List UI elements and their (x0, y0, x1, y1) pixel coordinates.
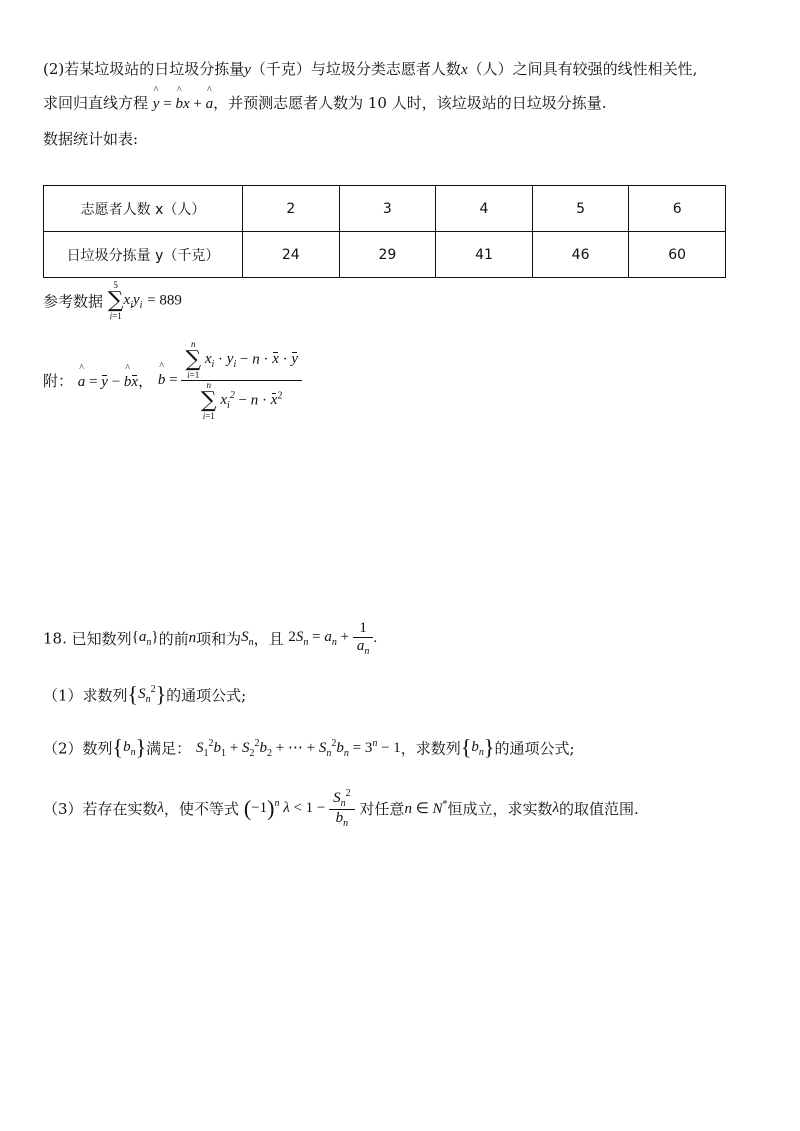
row-header-sorting-amount: 日垃圾分拣量 y（千克） (44, 232, 243, 278)
table-cell: 4 (436, 186, 533, 232)
table-cell: 5 (532, 186, 629, 232)
attached-formulas: 附： ^ a = y − ^ bx， ^ b = n ∑ i=1 $x_i \cdot y_i - n \cdot x \cdot y$ n ∑ i=1 $x_i^2 - n \cdot x^2$ (43, 340, 302, 421)
slope-formula: ^ b = (158, 372, 181, 388)
sequence-equation: $S_1^2b_1 + S_2^2b_2$ + ⋯ + $S_n^2b_n = 3^n - 1$ (195, 737, 401, 759)
inequality-fraction: $\frac{S_n^2}{b_n}$ (329, 788, 355, 829)
table-cell: 60 (629, 232, 726, 278)
table-cell: 2 (243, 186, 340, 232)
table-row (44, 232, 726, 278)
table-cell: 24 (243, 232, 340, 278)
table-cell: 41 (436, 232, 533, 278)
table-row (44, 186, 726, 232)
table-cell: 46 (532, 232, 629, 278)
table-cell: 3 (339, 186, 436, 232)
q18-intro: 18. 已知数列$\{a_n\}$的前n项和为$S_n$，且 $2S_n = a_n$ + $\frac{1}{a_n}$ . (43, 620, 378, 657)
inequality: $(-1)^n$ λ < 1 − (243, 795, 330, 821)
data-table (43, 185, 726, 278)
table-cell: 29 (339, 232, 436, 278)
q18-part2: （2）数列$\{b_n\}$满足： $S_1^2b_1 + S_2^2b_2$ + ⋯ + $S_n^2b_n = 3^n - 1$，求数列$\{b_n\}$的通项公式; (43, 735, 575, 760)
stats-intro: 数据统计如表: (43, 130, 139, 148)
slope-fraction: n ∑ i=1 $x_i \cdot y_i - n \cdot x \cdot y$ n ∑ i=1 $x_i^2 - n \cdot x^2$ (181, 340, 302, 421)
sum-symbol: 5 ∑ i=1 (107, 280, 124, 321)
row-header-volunteers: 志愿者人数 x（人） (44, 186, 243, 232)
intercept-formula: ^ a = y − ^ bx， (78, 374, 153, 390)
q18-part1: （1）求数列$\{S_n^2\}$的通项公式; (43, 682, 247, 707)
regression-equation: ^ y = ^ bx + ^ a (153, 96, 213, 112)
table-cell: 6 (629, 186, 726, 232)
q18-part3: （3）若存在实数λ，使不等式 $(-1)^n$ λ < 1 − $\frac{S_n^2}{b_n}$ 对任意n ∈ N*恒成立，求实数λ的取值范围. (43, 788, 639, 829)
reference-data: 参考数据 5 ∑ i=1 $x_iy_i = 889$ (43, 280, 182, 321)
q17-part2-line1: (2)若某垃圾站的日垃圾分拣量y（千克）与垃圾分类志愿者人数x（人）之间具有较强的线性相关性, (43, 60, 698, 78)
q17-part2-line2: 求回归直线方程 ^ y = ^ bx + ^ a，并预测志愿者人数为 10 人时，该垃圾站的日垃圾分拣量. (43, 92, 606, 113)
reciprocal-fraction: $\frac{1}{a_n}$ (353, 620, 374, 657)
